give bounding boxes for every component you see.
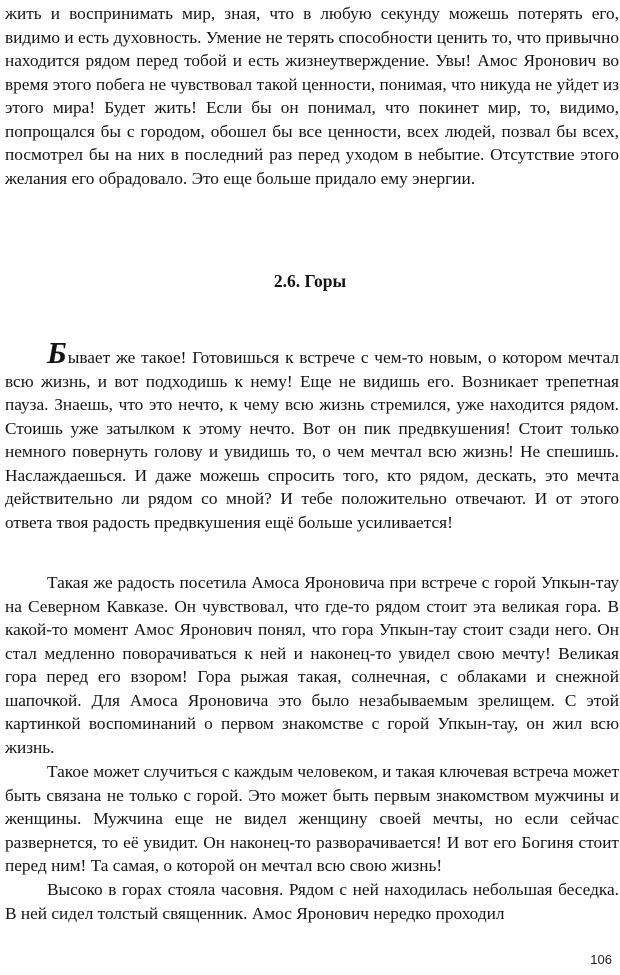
paragraph-3: Такое может случиться с каждым человеком, и такая ключевая встреча может быть связана не только с горой. Это может быть первым знакомством мужчины и женщины. Мужчина еще не видел женщину своей мечты, но если сейчас развернется, то её увидит. Он наконец-то разворачивается! И вот его Богиня стоит перед ним! Та самая, о которой он мечтал всю свою жизнь! <box>5 762 619 875</box>
section-heading: 2.6. Горы <box>273 271 347 291</box>
paragraph-1 <box>5 337 619 534</box>
paragraph-intro: жить и воспринимать мир, зная, что в любую секунду можешь потерять его, видимо и есть духовность. Умение не терять способности ценить то, что привычно находится рядом перед тобой и есть жизнеутверждение. Увы! Амос Яронович во время этого побега не чувствовал такой ценности, понимая, что никуда не уйдет из этого мира! Будет жить! Если бы он понимал, что покинет мир, то, видимо, попрощался бы с городом, обошел бы все ценности, всех людей, позвал бы всех, посмотрел бы на них в последний раз перед уходом в небытие. Отсутствие этого желания его обрадовало. Это еще больше придало ему энергии. <box>5 4 619 188</box>
drop-cap: Б <box>47 335 67 370</box>
paragraph-1-text: ывает же такое! Готовишься к встрече с чем-то новым, о котором мечтал всю жизнь, и вот подходишь к нему! Еще не видишь его. Возникает трепетная пауза. Знаешь, что это нечто, к чему всю жизнь стремился, уже находится рядом. Стоишь уже затылком к этому нечто. Вот он пик предвкушения! Стоит только немного повернуть голову и увидишь то, о чем мечтал всю жизнь! Не спешишь. Наслаждаешься. И даже можешь спросить того, кто рядом, дескать, это мечта действительно ли рядом со мной? И тебе положительно отвечают. И от этого ответа твоя радость предвкушения ещё больше усиливается! <box>5 348 619 532</box>
page-number: 106 <box>590 952 612 967</box>
paragraph-2: Такая же радость посетила Амоса Яроновича при встрече с горой Упкын-тау на Северном Кавказе. Он чувствовал, что где-то рядом стоит эта великая гора. В какой-то момент Амос Яронович понял, что гора Упкын-тау стоит сзади него. Он стал медленно поворачиваться к ней и наконец-то увидел свою мечту! Великая гора перед его взором! Гора рыжая такая, солнечная, с облаками и снежной шапочкой. Для Амоса Яроновича это было незабываемым зрелищем. С этой картинкой воспоминаний о первом знакомстве с горой Упкын-тау, он жил всю жизнь. <box>5 573 619 757</box>
paragraph-4: Высоко в горах стояла часовня. Рядом с ней находилась небольшая беседка. В ней сидел толстый священник. Амос Яронович нередко проходил <box>5 880 619 923</box>
